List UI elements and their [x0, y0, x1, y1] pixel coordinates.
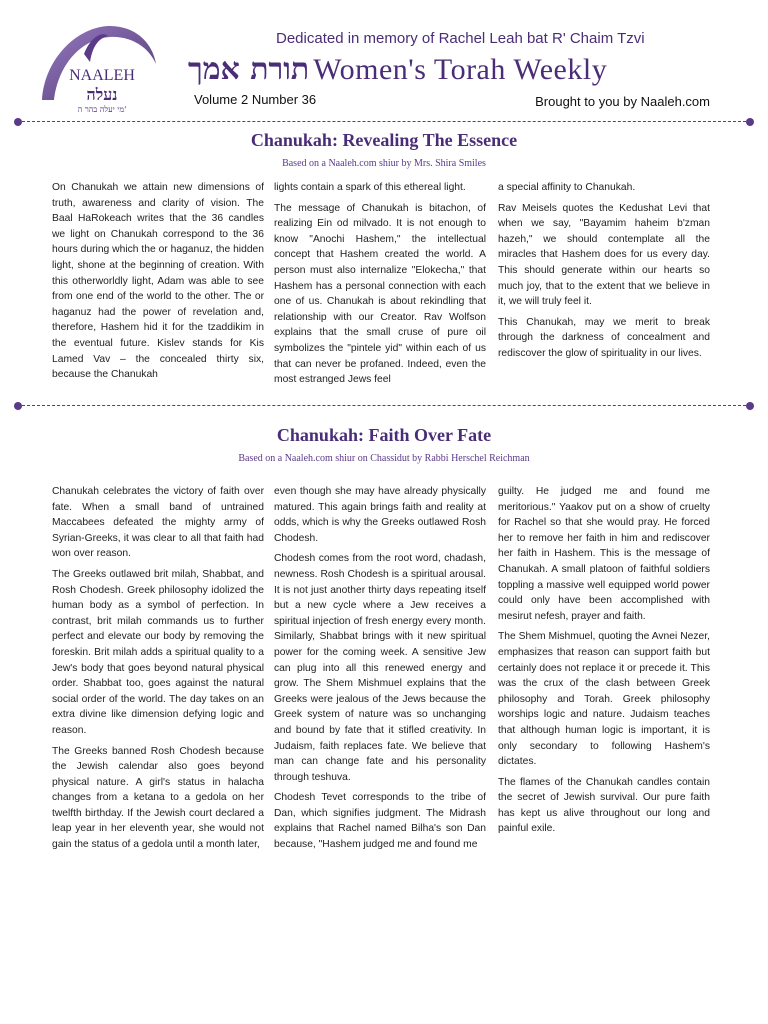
article-1-column-3: [498, 180, 710, 367]
masthead-title: [188, 52, 607, 87]
naaleh-logo-graphic: [34, 22, 164, 118]
dashed-rule: [22, 121, 746, 122]
paragraph: The Greeks outlawed brit milah, Shabbat, and Rosh Chodesh. Greek philosophy idolized the human body as a symbol of perfection. In contrast, brit milah commands us to further perfect and elevate our body by removing the foreskin. Brit milah adds a spiritual quality to a Jew's body that goes beyond natural physical order. Shabbat too, goes against the natural social order of the world. The day takes on an extra divine like dimension defying logic and reason.: [52, 568, 264, 736]
article-1-column-1: [52, 180, 264, 388]
paragraph: guilty. He judged me and found me meritorious." Yaakov put on a show of cruelty for Rachel so that she would pray. He forced her to remove her faith in him and rediscover her faith in Hashem. This is the message of Chanukah. A small platoon of faithful soldiers toppling a massive well equipped world power could only have been accomplished with mesirut nefesh, prayer and faith.: [498, 486, 710, 622]
dedication-line: Dedicated in memory of Rachel Leah bat R' Chaim Tzvi: [276, 30, 645, 47]
paragraph: On Chanukah we attain new dimensions of truth, awareness and clarity of vision. The Baal HaRokeach writes that the 36 candles we light on Chanukah correspond to the 36 hours during which the or haganuz, the hidden light, shone at the beginning of creation. With this otherworldly light, Adam was able to see from one end of the world to the other. The or haganuz had the power of revelation and, therefore, Hashem hid it for the tzaddikim in the eventual future. Kislev stands for Kis Lamed Vav – the concealed thirty six, because the Chanukah: [52, 182, 264, 381]
article-title: Chanukah: Revealing The Essence: [250, 130, 518, 150]
article-2-column-3: [498, 484, 710, 842]
paragraph: The message of Chanukah is bitachon, of realizing Ein od milvado. It is not enough to know "Anochi Hashem," the intellectual concept that Hashem created the world. A person must also internalize "Elokecha," that Hashem has a personal connection with each one of us. Chanukah is about rekindling that relationship with our Creator. Rav Wolfson explains that the small cruse of pure oil symbolizes the "pintele yid" within each of us that can never be profaned. Indeed, even the most estranged Jews feel: [274, 202, 486, 386]
paragraph: Chodesh comes from the root word, chadash, newness. Rosh Chodesh is a spiritual arousal. It is not just another thirty days repeating itself but a new cycle where a Jew receives a spiritual injection of fresh energy every month. Similarly, Shabbat brings with it new spiritual power for the coming week. A sensitive Jew can plug into all this renewed energy and grow. The Shem Mishmuel explains that the Greeks were jealous of the Jews because the Greek system of nature was so unchanging and bound by fate that it stifled creativity. In Judaism, faith replaces fate. We believe that man can change fate and his personality through teshuva.: [274, 553, 486, 783]
header-divider: [0, 116, 768, 128]
divider-dot: [14, 402, 22, 410]
article-2-column-2: [274, 484, 486, 858]
masthead-english: Women's Torah Weekly: [313, 52, 608, 86]
paragraph: Chodesh Tevet corresponds to the tribe of Dan, which signifies judgment. The Midrash explains that Rachel named Bilha's son Dan because, "Hashem judged me and found me: [274, 792, 486, 851]
article-1-column-2: [274, 180, 486, 393]
dashed-rule: [22, 405, 746, 406]
section-divider: [0, 400, 768, 412]
article-byline: Based on a Naaleh.com shiur by Mrs. Shira Smiles: [282, 158, 486, 169]
brought-by-line: Brought to you by Naaleh.com: [535, 94, 710, 109]
paragraph: even though she may have already physically matured. This again brings faith and reality at odds, which is why the Greeks outlawed Rosh Chodesh.: [274, 486, 486, 544]
paragraph: Chanukah celebrates the victory of faith over fate. When a small band of untrained Maccabees defeated the mighty army of Syrian-Greeks, it was clear to all that faith had won over reason.: [52, 486, 264, 560]
logo-motto: מי יעלה בהר ה': [77, 105, 127, 114]
paragraph: lights contain a spark of this ethereal light.: [274, 182, 466, 193]
paragraph: This Chanukah, may we merit to break through the darkness of concealment and rediscover the glow of spirituality in our lives.: [498, 316, 710, 359]
divider-dot: [746, 402, 754, 410]
paragraph: The Shem Mishmuel, quoting the Avnei Nezer, emphasizes that reason can support faith but certainly does not replace it or precede it. This was the crux of the clash between Greek philosophy and Torah. Greek philosophy worships logic and nature. Judaism teaches that although human logic is important, it is only secondary to following Hashem's dictates.: [498, 631, 710, 768]
divider-dot: [14, 118, 22, 126]
article-title: Chanukah: Faith Over Fate: [276, 425, 492, 445]
logo-text: NAALEH: [69, 67, 135, 84]
article-2-column-1: [52, 484, 264, 858]
masthead-hebrew: תורת אמך: [188, 52, 310, 87]
volume-number: Volume 2 Number 36: [194, 92, 317, 107]
divider-dot: [746, 118, 754, 126]
newsletter-header: [0, 0, 768, 120]
paragraph: Rav Meisels quotes the Kedushat Levi that when we say, "Bayamim haheim b'zman hazeh," we should contemplate all the miracles that Hashem does for us every day. This should generate within our hearts so much joy, that to the extent that we believe in it, we will truly feel it.: [498, 202, 710, 308]
naaleh-logo: [34, 22, 164, 118]
logo-hebrew: נעלה: [86, 85, 118, 104]
paragraph: The Greeks banned Rosh Chodesh because the Jewish calendar also goes beyond physical nature. A girl's status in halacha changes from a ketana to a gedola on her twelfth birthday. If the Jewish court declared a leap year in her eleventh year, she would not gain the status of a gedola until a month later,: [52, 745, 264, 851]
paragraph: a special affinity to Chanukah.: [498, 182, 636, 193]
paragraph: The flames of the Chanukah candles contain the secret of Jewish survival. Our pure faith has kept us alive throughout our long and painful exile.: [498, 776, 710, 835]
article-byline: Based on a Naaleh.com shiur on Chassidut by Rabbi Herschel Reichman: [238, 453, 530, 464]
